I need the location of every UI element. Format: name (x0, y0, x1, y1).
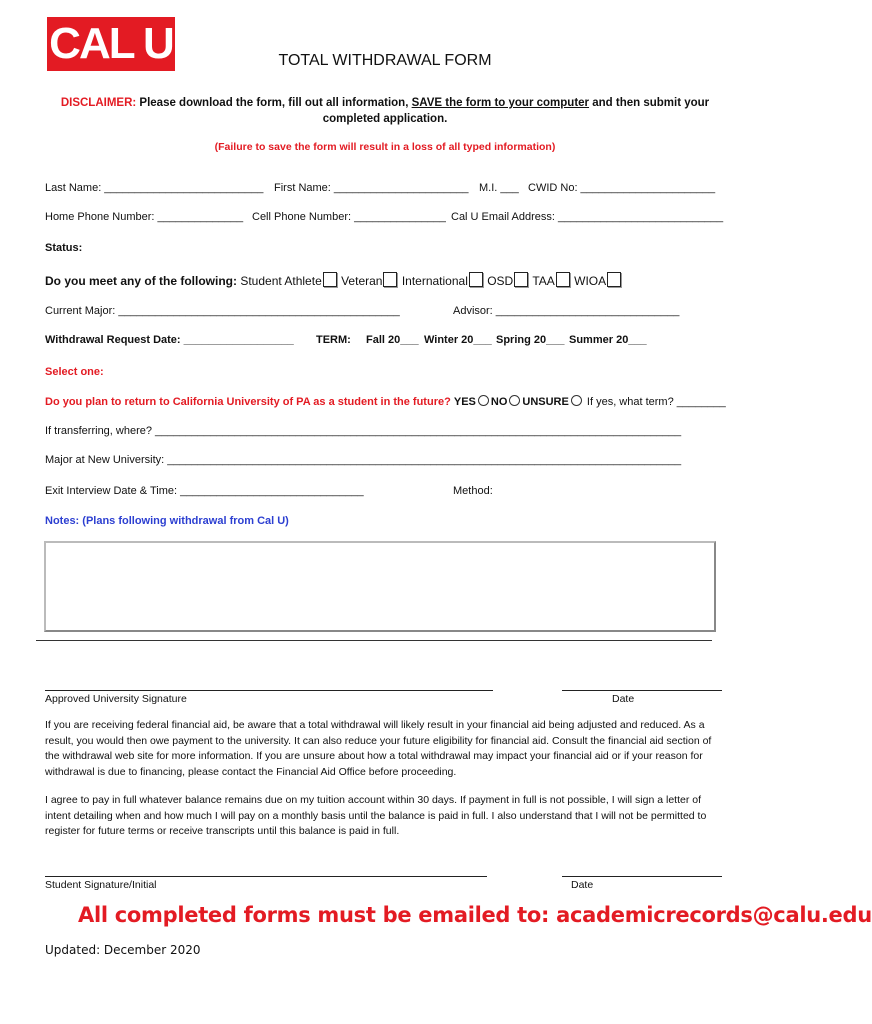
no-radio[interactable] (509, 395, 520, 406)
option-osd: OSD (487, 274, 514, 288)
exit-interview-field[interactable]: Exit Interview Date & Time: ______________________________ (45, 485, 364, 497)
notes-textarea[interactable] (44, 541, 716, 632)
unsure-radio[interactable] (571, 395, 582, 406)
save-warning: (Failure to save the form will result in a loss of all typed information) (214, 141, 556, 153)
yes-radio[interactable] (478, 395, 489, 406)
email-field[interactable]: Cal U Email Address: ___________________________ (451, 211, 724, 223)
term-label: TERM: (316, 334, 351, 346)
financial-aid-paragraph: If you are receiving federal financial aid, be aware that a total withdrawal will likely result in your financial aid being adjusted and reduced. As a result, you would then owe payment to the university. It can also reduce your future eligibility for financial aid. Consult the financial aid section of the withdrawal web site for more information. If you are unsure about how a total withdrawal may impact your financial aid or if your reason for withdrawal is due to financing, please contact the Financial Aid Office before proceeding. (45, 719, 712, 778)
student-date-line (562, 876, 722, 877)
return-question-row (45, 395, 726, 408)
option-international: International (401, 274, 468, 288)
home-phone-field[interactable]: Home Phone Number: ______________ (45, 211, 244, 223)
unsure-label: UNSURE (522, 396, 569, 408)
approved-signature-label: Approved University Signature (45, 693, 187, 705)
taa-checkbox[interactable] (556, 272, 570, 287)
term-winter[interactable]: Winter 20___ (424, 334, 492, 346)
withdrawal-date-field[interactable]: Withdrawal Request Date: __________________ (45, 334, 294, 346)
notes-label: Notes: (Plans following withdrawal from Cal U) (45, 515, 289, 527)
notes-divider (36, 640, 712, 641)
method-field[interactable]: Method: (453, 485, 493, 497)
current-major-field[interactable]: Current Major: ______________________________________________ (45, 305, 400, 317)
approved-signature-line (45, 690, 493, 691)
yes-label: YES (453, 396, 476, 408)
middle-initial-field[interactable]: M.I. ___ (479, 182, 519, 194)
disclaimer-label: DISCLAIMER: (60, 97, 137, 109)
new-major-field[interactable]: Major at New University: ____________________________________________________________________________________ (45, 454, 682, 466)
term-fall[interactable]: Fall 20___ (366, 334, 419, 346)
approved-date-label: Date (612, 693, 635, 705)
option-wioa: WIOA (574, 274, 607, 288)
student-date-label: Date (571, 879, 594, 891)
cell-phone-field[interactable]: Cell Phone Number: _______________ (252, 211, 446, 223)
approved-date-line (562, 690, 722, 691)
updated-date: Updated: December 2020 (45, 943, 201, 957)
advisor-field[interactable]: Advisor: ______________________________ (453, 305, 680, 317)
status-label: Status: (45, 242, 83, 254)
return-question: Do you plan to return to California University of PA as a student in the future? (45, 396, 451, 408)
disclaimer (40, 95, 730, 127)
select-one-label: Select one: (45, 366, 104, 378)
disclaimer-save-text: SAVE the form to your computer (411, 97, 590, 109)
disclaimer-text-2: and then submit your completed application. (322, 97, 710, 125)
student-signature-line (45, 876, 487, 877)
student-signature-label: Student Signature/Initial (45, 879, 157, 891)
form-title: TOTAL WITHDRAWAL FORM (278, 52, 492, 69)
international-checkbox[interactable] (469, 272, 483, 287)
if-yes-term-field[interactable]: If yes, what term? ________ (586, 396, 726, 408)
agreement-paragraph: I agree to pay in full whatever balance remains due on my tuition account within 30 days. If payment in full is not possible, I will sign a letter of intent detailing when and how much I will pay on a monthly basis until the balance is paid in full. I also understand that I will not be permitted to register for future terms or receive transcripts until this balance is paid in full. (45, 794, 707, 837)
transferring-field[interactable]: If transferring, where? ______________________________________________________________________________________ (45, 425, 682, 437)
student-athlete-checkbox[interactable] (323, 272, 337, 287)
first-name-field[interactable]: First Name: ______________________ (274, 182, 469, 194)
no-label: NO (490, 396, 508, 408)
option-taa: TAA (532, 274, 555, 288)
wioa-checkbox[interactable] (607, 272, 621, 287)
term-spring[interactable]: Spring 20___ (496, 334, 565, 346)
eligibility-row (45, 272, 622, 288)
osd-checkbox[interactable] (514, 272, 528, 287)
disclaimer-text-1: Please download the form, fill out all information, (136, 97, 412, 109)
eligibility-label: Do you meet any of the following: (45, 274, 237, 288)
term-summer[interactable]: Summer 20___ (569, 334, 647, 346)
last-name-field[interactable]: Last Name: __________________________ (45, 182, 264, 194)
cal-u-logo: CAL U (47, 17, 175, 71)
cwid-field[interactable]: CWID No: ______________________ (528, 182, 716, 194)
email-notice: All completed forms must be emailed to: academicrecords@calu.edu (78, 903, 872, 927)
option-student-athlete: Student Athlete (240, 274, 322, 288)
veteran-checkbox[interactable] (383, 272, 397, 287)
option-veteran: Veteran (341, 274, 383, 288)
